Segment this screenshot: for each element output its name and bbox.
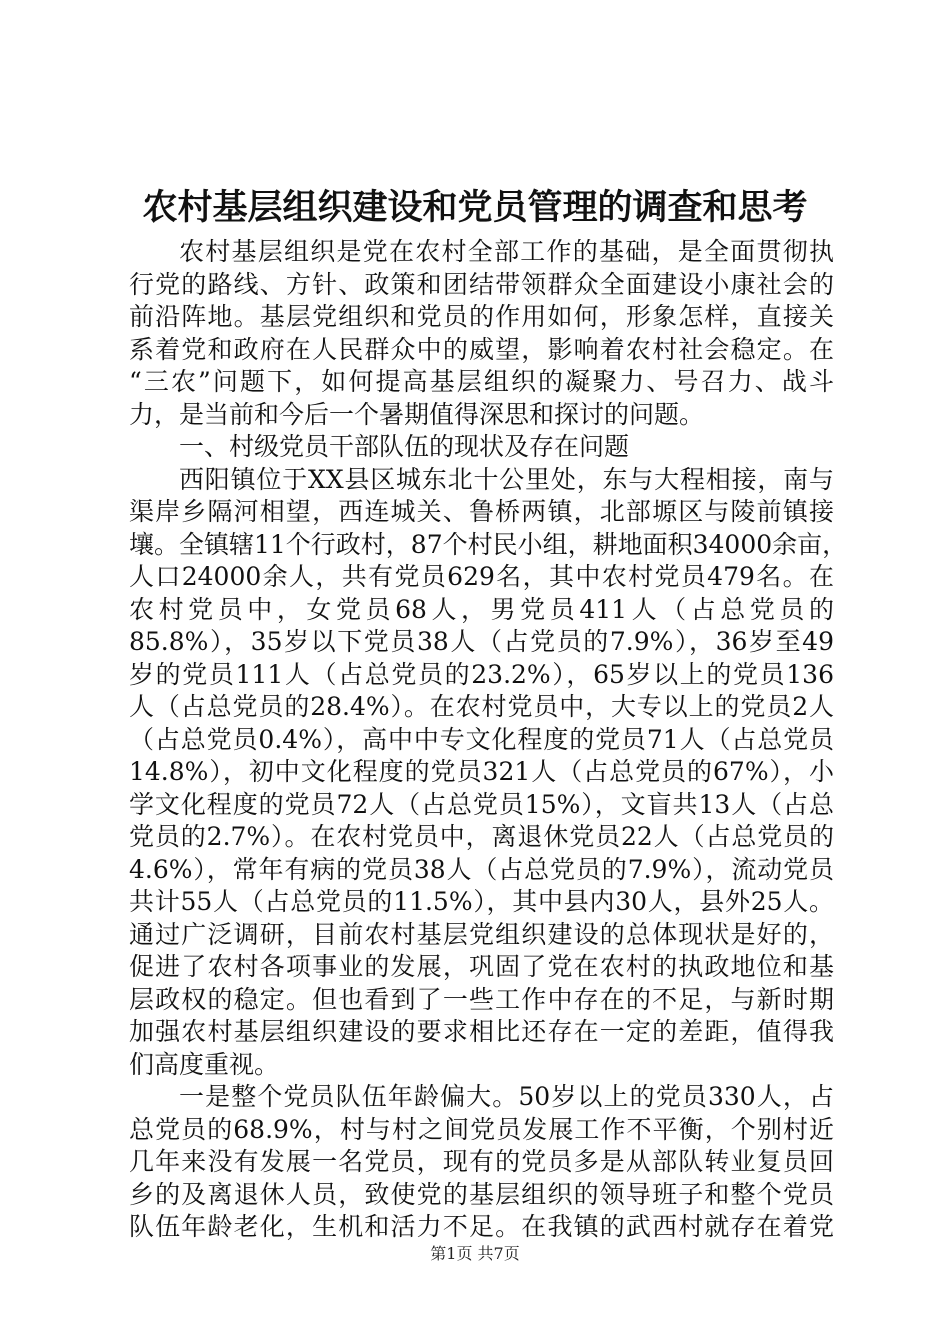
text-line: 促进了农村各项事业的发展，巩固了党在农村的执政地位和基	[129, 952, 834, 981]
text-line: 系着党和政府在人民群众中的威望，影响着农村社会稳定。在	[129, 334, 834, 364]
text-line: 层政权的稳定。但也看到了一些工作中存在的不足，与新时期	[129, 984, 834, 1014]
text-line: 岁的党员111人（占总党员的23.2%），65岁以上的党员136	[129, 659, 834, 689]
text-line: 共计55人（占总党员的11.5%），其中县内30人，县外25人。	[129, 887, 834, 916]
text-line: 几年来没有发展一名党员，现有的党员多是从部队转业复员回	[129, 1147, 834, 1176]
text-line: 队伍年龄老化，生机和活力不足。在我镇的武西村就存在着党	[129, 1212, 834, 1241]
text-line: 85.8%），35岁以下党员38人（占党员的7.9%），36岁至49	[129, 627, 834, 656]
text-line: 14.8%），初中文化程度的党员321人（占总党员的67%），小	[129, 757, 834, 786]
text-line: 乡的及离退休人员，致使党的基层组织的领导班子和整个党员	[129, 1179, 834, 1209]
document-body	[129, 236, 848, 1244]
text-line: 4.6%），常年有病的党员38人（占总党员的7.9%），流动党员	[129, 854, 834, 884]
text-line: 人（占总党员的28.4%）。在农村党员中，大专以上的党员2人	[129, 692, 834, 721]
text-line: 通过广泛调研，目前农村基层党组织建设的总体现状是好的，	[129, 919, 834, 949]
section-heading: 一、村级党员干部队伍的现状及存在问题	[179, 432, 630, 461]
text-line: 前沿阵地。基层党组织和党员的作用如何，形象怎样，直接关	[129, 302, 834, 331]
text-line: 农村党员中，女党员68人，男党员411人（占总党员的	[129, 594, 834, 624]
text-line: 人口24000余人，共有党员629名，其中农村党员479名。在	[129, 562, 834, 591]
text-line: 总党员的68.9%，村与村之间党员发展工作不平衡，个别村近	[129, 1114, 834, 1144]
page-number-footer: 第1页 共7页	[430, 1244, 520, 1263]
text-line: 一是整个党员队伍年龄偏大。50岁以上的党员330人，占	[179, 1082, 834, 1111]
text-line: 西阳镇位于XX县区城东北十公里处，东与大程相接，南与	[179, 464, 834, 494]
text-line: 加强农村基层组织建设的要求相比还存在一定的差距，值得我	[129, 1017, 834, 1046]
text-line: 壤。全镇辖11个行政村，87个村民小组，耕地面积34000余亩，	[129, 529, 848, 559]
document-title: 农村基层组织建设和党员管理的调查和思考	[142, 187, 808, 228]
text-line: 渠岸乡隔河相望，西连城关、鲁桥两镇，北部塬区与陵前镇接	[129, 497, 834, 526]
text-line: 党员的2.7%）。在农村党员中，离退休党员22人（占总党员的	[129, 822, 834, 851]
text-line: 力，是当前和今后一个暑期值得深思和探讨的问题。	[129, 399, 705, 429]
text-line: “三农”问题下，如何提高基层组织的凝聚力、号召力、战斗	[129, 367, 834, 396]
text-line: 们高度重视。	[129, 1049, 280, 1079]
text-line: 农村基层组织是党在农村全部工作的基础，是全面贯彻执	[179, 237, 834, 266]
text-line: 学文化程度的党员72人（占总党员15%），文盲共13人（占总	[129, 789, 834, 819]
text-line: （占总党员0.4%），高中中专文化程度的党员71人（占总党员	[129, 724, 834, 754]
text-line: 行党的路线、方针、政策和团结带领群众全面建设小康社会的	[129, 269, 834, 299]
